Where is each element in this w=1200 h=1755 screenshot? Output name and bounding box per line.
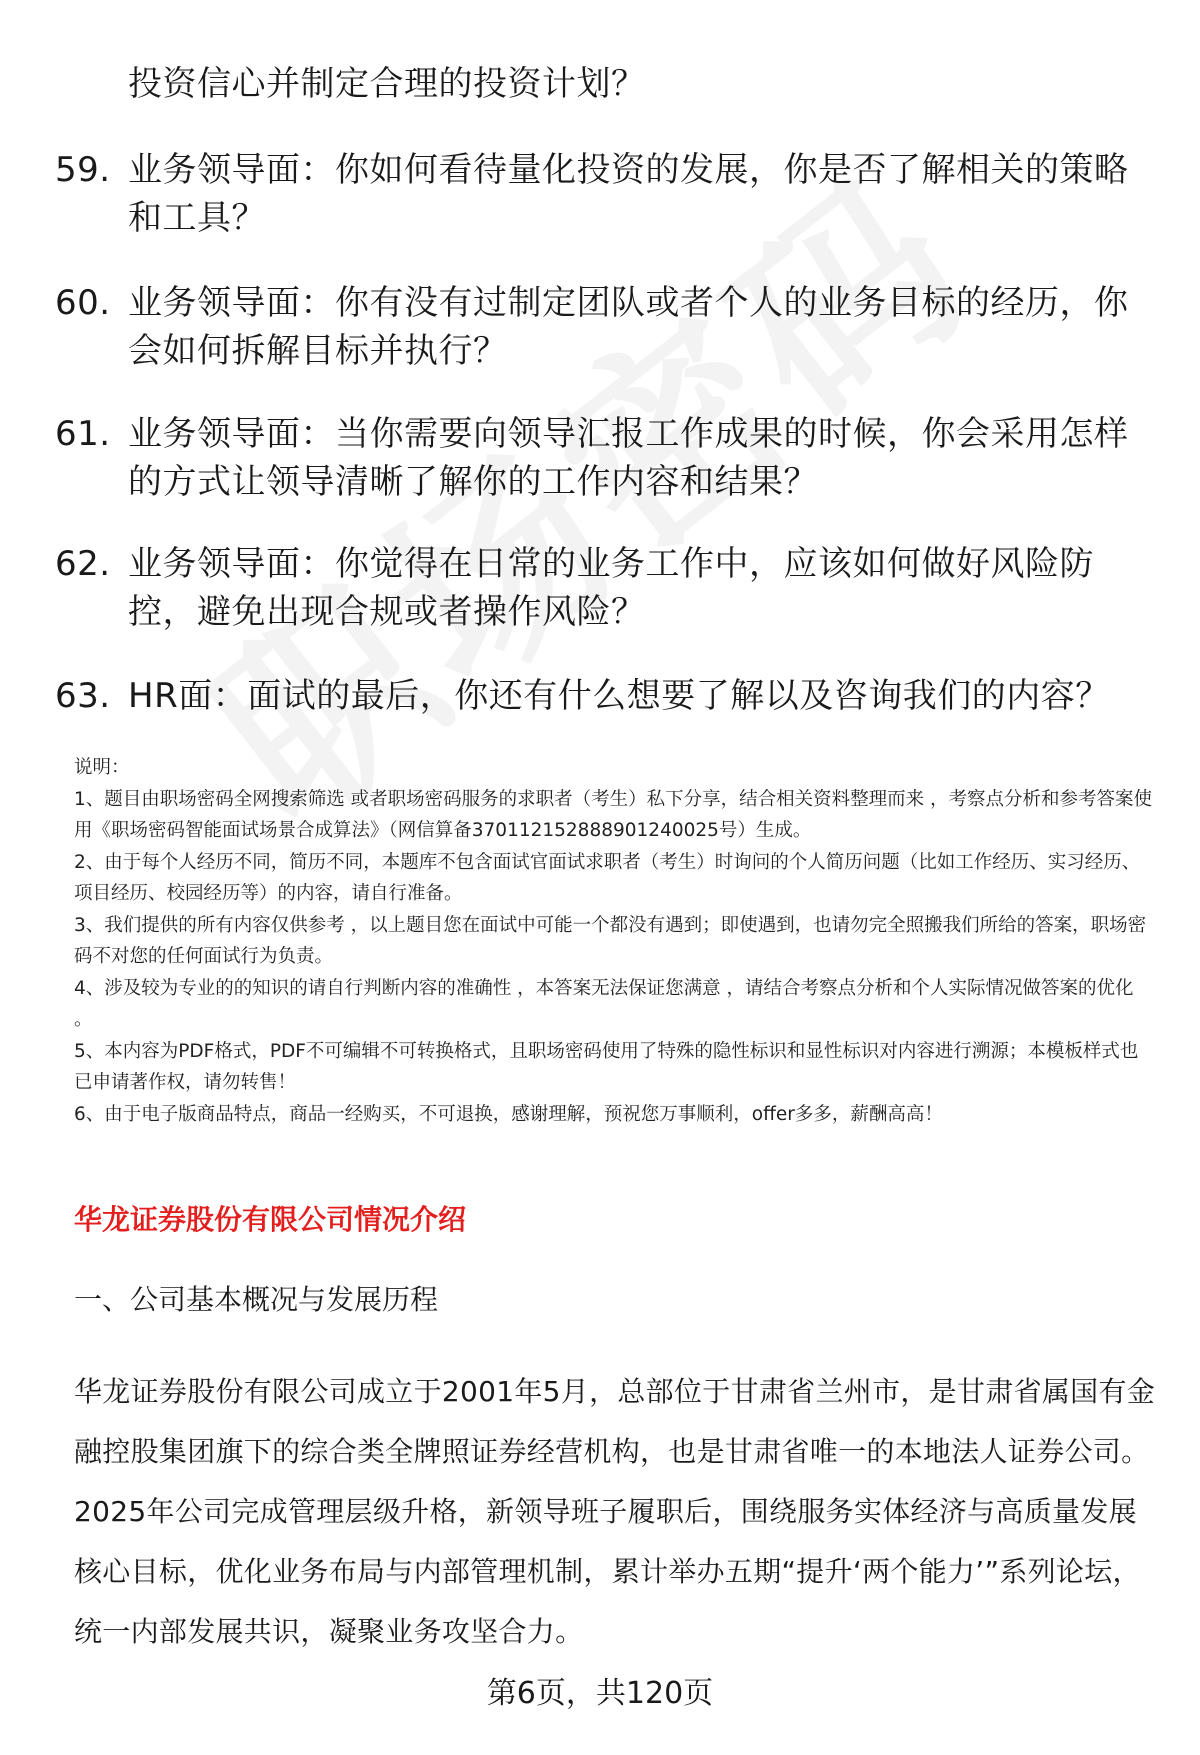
- note-item: 1、题目由职场密码全网搜索筛选 或者职场密码服务的求职者（考生）私下分享，结合相关资料整理而来 ，考察点分析和参考答案使用《职场密码智能面试场景合成算法》（网信算备370112152888901240025号）生成。: [74, 788, 1153, 841]
- question-number: 59.: [55, 150, 111, 190]
- note-item: 2、由于每个人经历不同，简历不同，本题库不包含面试官面试求职者（考生）时询问的个人简历问题（比如工作经历、实习经历、项目经历、校园经历等）的内容，请自行准备。: [74, 851, 1141, 904]
- question-text: 业务领导面：你如何看待量化投资的发展，你是否了解相关的策略和工具？: [128, 150, 1129, 238]
- question-text: 投资信心并制定合理的投资计划？: [128, 64, 646, 104]
- section-title: 一、公司基本概况与发展历程: [74, 1283, 439, 1316]
- note-item: 6、由于电子版商品特点，商品一经购买，不可退换，感谢理解，预祝您万事顺利，offer多多，薪酬高高！: [74, 1103, 943, 1125]
- question-text: 业务领导面：当你需要向领导汇报工作成果的时候，你会采用怎样的方式让领导清晰了解你的工作内容和结果？: [128, 414, 1129, 502]
- note-item: 3、我们提供的所有内容仅供参考 ，以上题目您在面试中可能一个都没有遇到；即使遇到，也请勿完全照搬我们所给的答案，职场密码不对您的任何面试行为负责。: [74, 914, 1147, 967]
- question-number: 62.: [55, 544, 111, 584]
- question-text: HR面：面试的最后，你还有什么想要了解以及咨询我们的内容？: [128, 676, 1110, 716]
- question-number: 60.: [55, 283, 111, 323]
- question-number: 61.: [55, 414, 111, 454]
- company-paragraph: 华龙证券股份有限公司成立于2001年5月，总部位于甘肃省兰州市，是甘肃省属国有金融控股集团旗下的综合类全牌照证券经营机构，也是甘肃省唯一的本地法人证券公司。2025年公司完成管理层级升格，新领导班子履职后，围绕服务实体经济与高质量发展核心目标，优化业务布局与内部管理机制，累计举办五期“提升‘两个能力’”系列论坛，统一内部发展共识，凝聚业务攻坚合力。: [74, 1375, 1156, 1648]
- note-item: 4、涉及较为专业的的知识的请自行判断内容的准确性 ，本答案无法保证您满意 ，请结合考察点分析和个人实际情况做答案的优化 。: [74, 977, 1134, 1030]
- page-footer: 第6页，共120页: [486, 1676, 714, 1711]
- question-text: 业务领导面：你有没有过制定团队或者个人的业务目标的经历，你会如何拆解目标并执行？: [128, 283, 1129, 371]
- question-text: 业务领导面：你觉得在日常的业务工作中，应该如何做好风险防控，避免出现合规或者操作风险？: [128, 544, 1094, 632]
- company-title: 华龙证券股份有限公司情况介绍: [74, 1203, 467, 1236]
- note-item: 5、本内容为PDF格式，PDF不可编辑不可转换格式，且职场密码使用了特殊的隐性标识和显性标识对内容进行溯源；本模板样式也已申请著作权，请勿转售！: [74, 1040, 1139, 1093]
- notes-heading: 说明：: [74, 757, 130, 778]
- notes-block: [74, 752, 1154, 1130]
- question-number: 63.: [55, 676, 111, 716]
